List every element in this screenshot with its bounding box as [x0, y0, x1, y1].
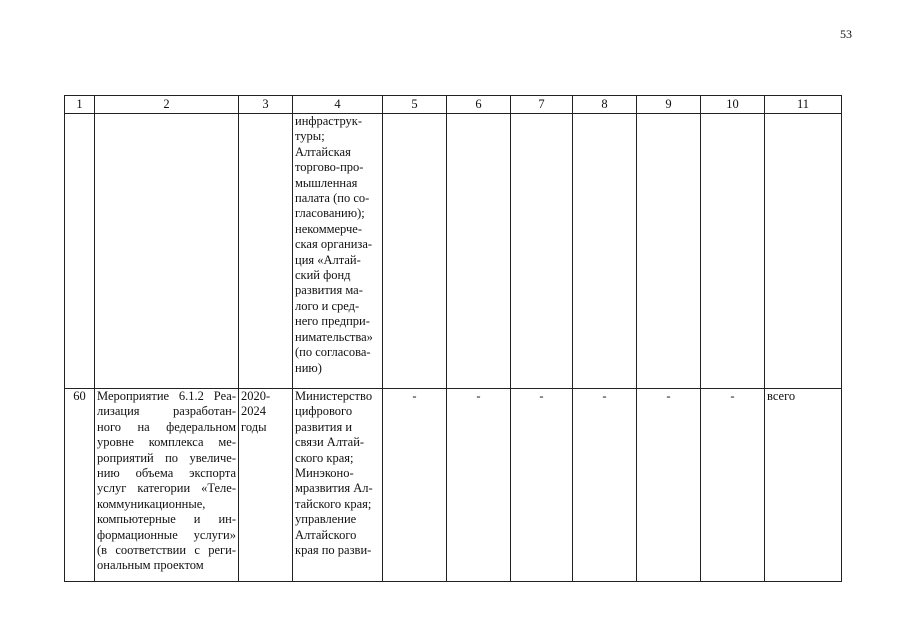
header-cell: 8: [573, 96, 637, 114]
cell-text-line: ского края;: [295, 450, 354, 465]
header-cell: 2: [95, 96, 239, 114]
cell-text-line: гласованию);: [295, 206, 365, 221]
empty-cell: [511, 114, 573, 389]
cell-text-line: 2024: [241, 404, 266, 419]
cell-text-line: (по согласова-: [295, 345, 371, 360]
header-cell: 11: [765, 96, 842, 114]
header-cell: 4: [293, 96, 383, 114]
value-cell-8: -: [573, 389, 637, 582]
years-cell: [239, 389, 293, 582]
empty-cell: [239, 114, 293, 389]
empty-cell: [447, 114, 511, 389]
cell-text-line: цифрового: [295, 404, 353, 419]
cell-text-line: лого и сред-: [295, 298, 360, 313]
row-number-cell: 60: [65, 389, 95, 582]
cell-text-line: нию объема экспорта: [97, 466, 236, 481]
table-row-continuation: [65, 114, 842, 389]
cell-text-line: края по разви-: [295, 543, 372, 558]
cell-text-line: Минэконо-: [295, 466, 354, 481]
header-cell: 5: [383, 96, 447, 114]
cell-text-line: уровне комплекса ме-: [97, 435, 236, 450]
table-row-60: [65, 389, 842, 582]
value-cell-6: -: [447, 389, 511, 582]
cell-text-line: ский фонд: [295, 268, 351, 283]
cell-text-line: некоммерче-: [295, 221, 362, 236]
header-cell: 1: [65, 96, 95, 114]
cell-text-line: него предпри-: [295, 314, 370, 329]
empty-cell: [95, 114, 239, 389]
header-cell: 9: [637, 96, 701, 114]
empty-cell: [637, 114, 701, 389]
cell-text-line: туры;: [295, 129, 325, 144]
cell-text-line: 2020-: [241, 389, 271, 403]
value-cell-10: -: [701, 389, 765, 582]
cell-text-line: управление: [295, 512, 357, 527]
empty-cell: [383, 114, 447, 389]
empty-cell: [701, 114, 765, 389]
cell-text-line: Алтайского: [295, 527, 357, 542]
cell-text-line: нию): [295, 360, 322, 375]
plan-table: [64, 95, 842, 582]
cell-text-line: компьютерные и ин-: [97, 512, 236, 527]
cell-text-line: Алтайская: [295, 144, 351, 159]
funding-source-cell: всего: [765, 389, 842, 582]
cell-text-line: тайского края;: [295, 496, 372, 511]
cell-text-line: мышленная: [295, 175, 358, 190]
cell-text-line: инфраструк-: [295, 114, 363, 128]
cell-text-line: услуг категории «Теле-: [97, 481, 236, 496]
cell-text-line: Министерство: [295, 389, 373, 403]
cell-text-line: годы: [241, 419, 267, 434]
cell-text-line: связи Алтай-: [295, 435, 365, 450]
cell-text-line: ного на федеральном: [97, 419, 236, 434]
cell-text-line: развития и: [295, 419, 353, 434]
executors-cell-continuation: [293, 114, 383, 389]
cell-text-line: палата (по со-: [295, 191, 370, 206]
page-number: 53: [840, 27, 852, 41]
cell-text-line: нимательства»: [295, 329, 373, 344]
event-description-cell: [95, 389, 239, 582]
value-cell-7: -: [511, 389, 573, 582]
table-header-row: [65, 96, 842, 114]
cell-text-line: торгово-про-: [295, 160, 364, 175]
cell-text-line: ская организа-: [295, 237, 373, 252]
cell-text-line: роприятий по увеличе-: [97, 450, 236, 465]
value-cell-5: -: [383, 389, 447, 582]
cell-text-line: развития ма-: [295, 283, 363, 298]
empty-cell: [573, 114, 637, 389]
empty-cell: [765, 114, 842, 389]
header-cell: 3: [239, 96, 293, 114]
cell-text-line: ция «Алтай-: [295, 252, 361, 267]
value-cell-9: -: [637, 389, 701, 582]
cell-text-line: ональным проектом: [97, 558, 204, 573]
cell-text-line: коммуникационные,: [97, 496, 206, 511]
cell-text-line: Мероприятие 6.1.2 Реа-: [97, 389, 236, 403]
executors-cell: [293, 389, 383, 582]
header-cell: 10: [701, 96, 765, 114]
empty-cell: [65, 114, 95, 389]
header-cell: 7: [511, 96, 573, 114]
header-cell: 6: [447, 96, 511, 114]
cell-text-line: лизация разработан-: [97, 404, 236, 419]
cell-text-line: (в соответствии с реги-: [97, 543, 236, 558]
cell-text-line: мразвития Ал-: [295, 481, 373, 496]
cell-text-line: формационные услуги»: [97, 527, 236, 542]
